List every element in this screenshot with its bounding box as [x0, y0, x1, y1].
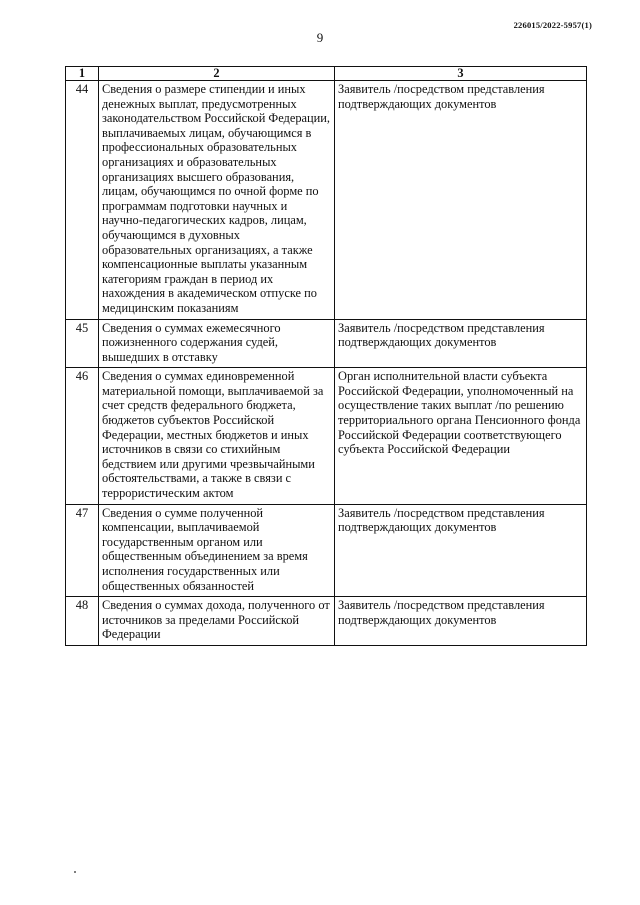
- documents-table: [65, 66, 587, 646]
- row-info: Сведения о суммах единовременной материальной помощи, выплачиваемой за счет средств федерального бюджета, бюджетов субъектов Российской Федерации, местных бюджетов и иных источников в связи со стихийным бедствием или другими чрезвычайными обстоятельствами, а также в связи с террористическим актом: [99, 368, 335, 504]
- column-header: 3: [335, 67, 587, 81]
- table-header-row: [66, 67, 587, 81]
- table-row: [66, 81, 587, 320]
- row-info: Сведения о размере стипендии и иных денежных выплат, предусмотренных законодательством Российской Федерации, выплачиваемых лицам, обучающимся в профессиональных образовательных организациях и образовательных организациях высшего образования, лицам, обучающимся по очной форме по программам подготовки научных и научно-педагогических кадров, лицам, обучающимся в духовных образовательных организациях, а также компенсационные выплаты указанным категориям граждан в период их нахождения в академическом отпуске по медицинским показаниям: [99, 81, 335, 320]
- table-row: [66, 504, 587, 597]
- table-row: [66, 368, 587, 504]
- row-info: Сведения о суммах дохода, полученного от источников за пределами Российской Федерации: [99, 597, 335, 646]
- document-id: 226015/2022-5957(1): [513, 20, 592, 30]
- row-source: Заявитель /посредством представления подтверждающих документов: [335, 504, 587, 597]
- row-source: Орган исполнительной власти субъекта Российской Федерации, уполномоченный на осуществление таких выплат /по решению территориального органа Пенсионного фонда Российской Федерации соответствующего субъекта Российской Федерации: [335, 368, 587, 504]
- column-header: 1: [66, 67, 99, 81]
- row-info: Сведения о сумме полученной компенсации, выплачиваемой государственным органом или общественным объединением за время исполнения государственных или общественных обязанностей: [99, 504, 335, 597]
- row-source: Заявитель /посредством представления подтверждающих документов: [335, 597, 587, 646]
- row-number: 46: [66, 368, 99, 504]
- column-header: 2: [99, 67, 335, 81]
- page-number: 9: [316, 30, 324, 45]
- row-source: Заявитель /посредством представления подтверждающих документов: [335, 319, 587, 368]
- row-number: 45: [66, 319, 99, 368]
- row-source: Заявитель /посредством представления подтверждающих документов: [335, 81, 587, 320]
- row-number: 48: [66, 597, 99, 646]
- row-number: 44: [66, 81, 99, 320]
- table-row: [66, 319, 587, 368]
- scan-speck: [74, 871, 76, 873]
- table-row: [66, 597, 587, 646]
- row-number: 47: [66, 504, 99, 597]
- row-info: Сведения о суммах ежемесячного пожизненного содержания судей, вышедших в отставку: [99, 319, 335, 368]
